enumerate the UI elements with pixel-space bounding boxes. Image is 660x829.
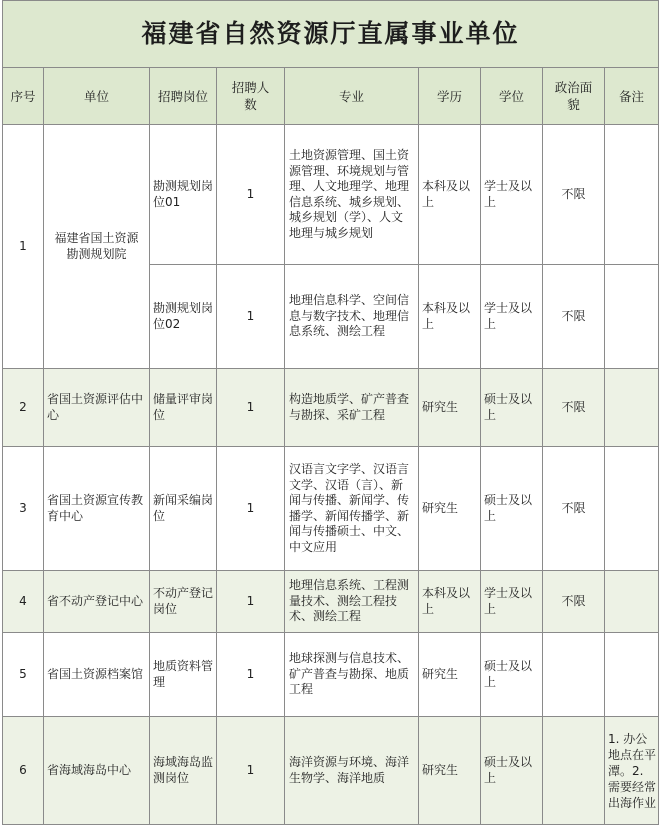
row-unit: 省国土资源宣传教育中心 [44,447,150,571]
row-position: 海域海岛监测岗位 [150,717,217,825]
row-education: 本科及以上 [419,125,481,265]
header-row [3,68,659,125]
row-unit: 省国土资源档案馆 [44,633,150,717]
row-politics: 不限 [543,369,605,447]
row-major: 土地资源管理、国土资源管理、环境规划与管理、人文地理学、地理信息系统、城乡规划、城乡规划（学）、人文地理与城乡规划 [285,125,419,265]
row-position: 不动产登记岗位 [150,571,217,633]
row-remarks [605,633,659,717]
row-major: 海洋资源与环境、海洋生物学、海洋地质 [285,717,419,825]
table-row [3,369,659,447]
row-degree: 学士及以上 [481,571,543,633]
row-count: 1 [217,571,285,633]
row-count: 1 [217,369,285,447]
row-education: 研究生 [419,717,481,825]
title-row [3,1,659,68]
row-index: 4 [3,571,44,633]
header-index: 序号 [3,68,44,125]
row-degree: 硕士及以上 [481,717,543,825]
row-politics: 不限 [543,447,605,571]
row-major: 地球探测与信息技术、矿产普查与勘探、地质工程 [285,633,419,717]
table-row [3,633,659,717]
table-row [3,717,659,825]
row-major: 构造地质学、矿产普查与勘探、采矿工程 [285,369,419,447]
row-unit: 省海域海岛中心 [44,717,150,825]
row-education: 研究生 [419,369,481,447]
row-position: 储量评审岗位 [150,369,217,447]
row-index: 5 [3,633,44,717]
row-education: 本科及以上 [419,265,481,369]
table-row [3,571,659,633]
row-degree: 硕士及以上 [481,633,543,717]
row-politics [543,633,605,717]
header-unit: 单位 [44,68,150,125]
recruitment-table [2,0,659,825]
header-major: 专业 [285,68,419,125]
header-count: 招聘人数 [217,68,285,125]
row-count: 1 [217,125,285,265]
table-row [3,447,659,571]
row-politics: 不限 [543,125,605,265]
row-index: 1 [3,125,44,369]
row-major: 地理信息科学、空间信息与数字技术、地理信息系统、测绘工程 [285,265,419,369]
row-unit: 省不动产登记中心 [44,571,150,633]
row-count: 1 [217,447,285,571]
row-education: 本科及以上 [419,571,481,633]
row-remarks [605,265,659,369]
row-education: 研究生 [419,633,481,717]
row-major: 地理信息系统、工程测量技术、测绘工程技术、测绘工程 [285,571,419,633]
header-politics: 政治面貌 [543,68,605,125]
row-remarks [605,369,659,447]
row-major: 汉语言文字学、汉语言文学、汉语（言）、新闻与传播、新闻学、传播学、新闻传播学、新闻与传播硕士、中文、中文应用 [285,447,419,571]
row-politics: 不限 [543,571,605,633]
row-remarks [605,571,659,633]
row-count: 1 [217,633,285,717]
row-count: 1 [217,265,285,369]
row-index: 3 [3,447,44,571]
header-degree: 学位 [481,68,543,125]
row-degree: 硕士及以上 [481,447,543,571]
row-remarks [605,447,659,571]
row-index: 6 [3,717,44,825]
row-politics: 不限 [543,265,605,369]
row-position: 地质资料管理 [150,633,217,717]
row-unit: 福建省国土资源勘测规划院 [44,125,150,369]
row-degree: 学士及以上 [481,125,543,265]
row-position: 勘测规划岗位01 [150,125,217,265]
row-position: 勘测规划岗位02 [150,265,217,369]
header-position: 招聘岗位 [150,68,217,125]
row-position: 新闻采编岗位 [150,447,217,571]
header-education: 学历 [419,68,481,125]
row-index: 2 [3,369,44,447]
table-row [3,125,659,265]
row-remarks [605,125,659,265]
row-degree: 学士及以上 [481,265,543,369]
row-count: 1 [217,717,285,825]
table-title: 福建省自然资源厅直属事业单位 [3,1,659,68]
row-education: 研究生 [419,447,481,571]
row-degree: 硕士及以上 [481,369,543,447]
row-remarks: 1. 办公地点在平潭。2. 需要经常出海作业 [605,717,659,825]
header-remarks: 备注 [605,68,659,125]
row-unit: 省国土资源评估中心 [44,369,150,447]
recruitment-table-sheet [2,0,658,825]
row-politics [543,717,605,825]
